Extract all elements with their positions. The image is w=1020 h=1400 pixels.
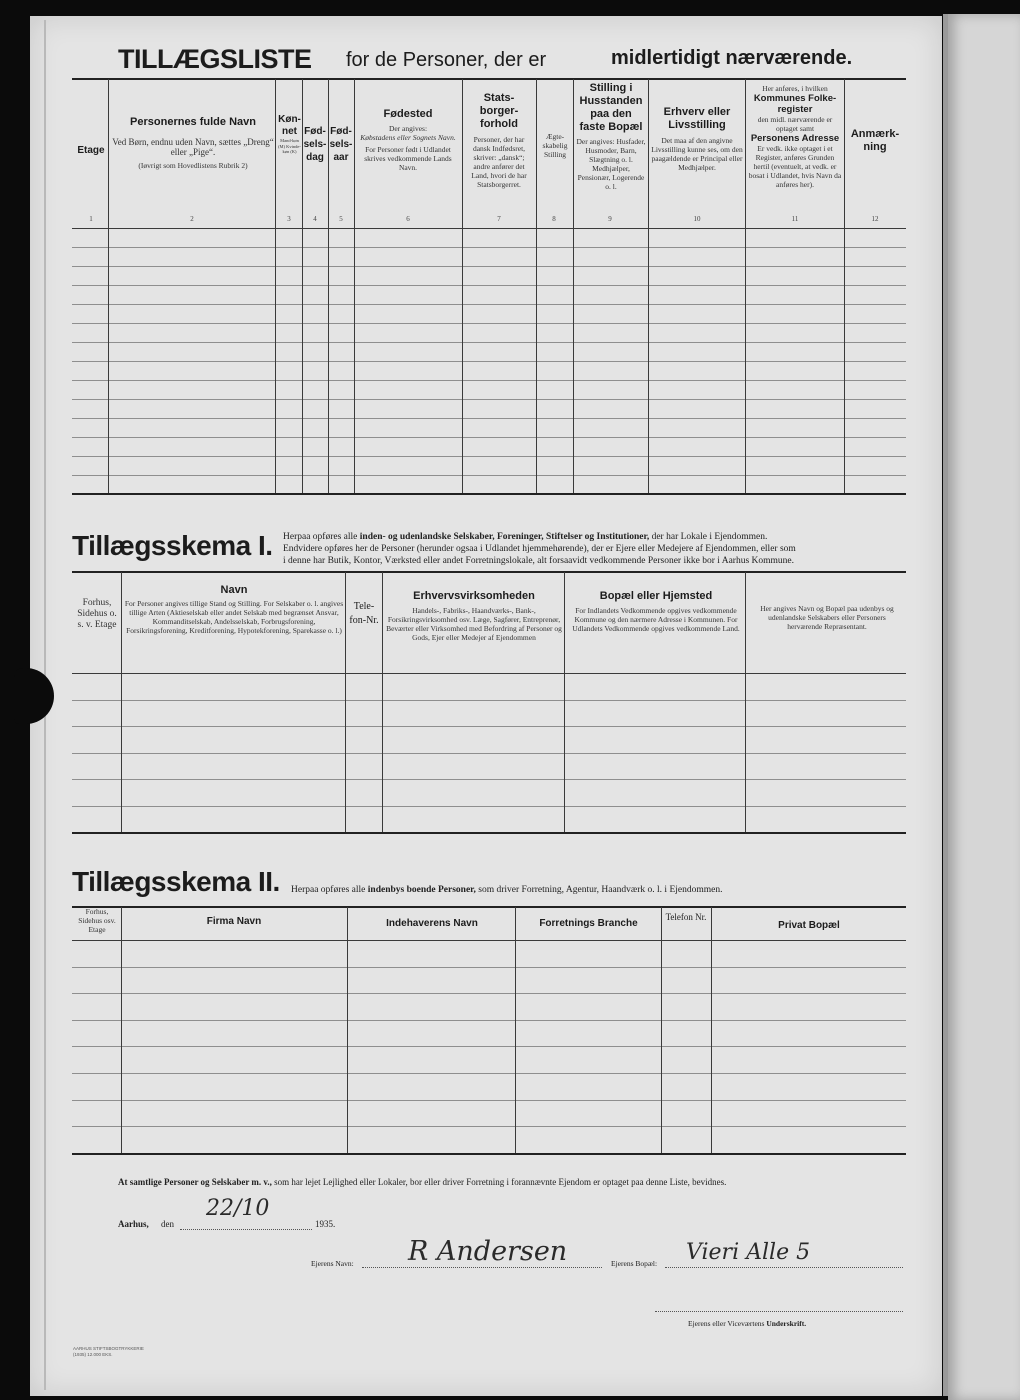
skema2-title: Tillægsskema II. [72,866,280,897]
skema1-bottom-border [72,832,906,834]
main-column-divider [648,79,649,493]
skema2-header-bottom [72,940,906,941]
date-handwritten: 22/10 [206,1196,270,1221]
main-column-divider [536,79,537,493]
skema1-title: Tillægsskema I. [72,530,273,561]
column-number: 11 [791,215,799,223]
skema1-intro: Herpaa opføres alle inden- og udenlandske Selskaber, Foreninger, Stiftelser og Institutioner, der har Lokale i Ejendommen. Endvidere opføres her de Personer (herunder ogsaa i Udlandet hjemmehørende), der er Ejere eller Medejere af Ejendommen, eller som i denne har Butik, Kontor, Værksted eller andet Forretningslokale, alt forsaavidt vedkommende Personer ikke bor i Aarhus Kommune. [283,532,796,566]
col-etage-header: Etage [77,145,105,156]
skema2-row-line [72,1046,906,1047]
skema2-row-line [72,1073,906,1074]
skema1-row-line [72,779,906,780]
s2-col-branch-header: Forretnings Branche [539,918,638,929]
printer-mark-line2: (1935) 12.000 EKS. [73,1352,113,1357]
skema1-column-divider [564,572,565,832]
col-remark-header: Anmærk-ning [850,128,900,153]
col-occupation-header: Erhverv eller Livsstilling Det maa af den angivne Livsstilling kunne ses, om den paagældende er Principal eller Medhjælper. [651,106,743,172]
main-table-row-line [72,361,906,362]
owner-name-handwritten: R Andersen [408,1236,568,1267]
place-label: Aarhus, [118,1219,149,1229]
main-table-row-line [72,380,906,381]
skema1-column-divider [345,572,346,832]
col-birthplace-header: Fødested Der angives: Købstadens eller Sognets Navn. For Personer født i Udlandet skrives vedkommende Lands Navn. [360,108,456,172]
s2-col-etage-header: Forhus, Sidehus osv. Etage [78,907,116,934]
skema1-row-line [72,726,906,727]
col-name-header: Personernes fulde Navn Ved Børn, endnu uden Navn, sættes „Dreng“ eller „Pige“. (Iøvrigt som Hovedlistens Rubrik 2) [112,116,274,170]
adjacent-page [948,14,1020,1400]
main-table-row-line [72,323,906,324]
s2-col-firm-header: Firma Navn [206,916,262,927]
skema1-header-bottom [72,673,906,674]
attestation-statement: At samtlige Personer og Selskaber m. v., som har lejet Lejlighed eller Lokaler, bor eller driver Forretning i forannævnte Ejendom er optaget paa denne Liste, bevidnes. [118,1177,727,1187]
column-number: 9 [608,215,612,223]
main-table-row-line [72,266,906,267]
owner-address-label: Ejerens Bopæl: [611,1259,658,1268]
column-number: 1 [89,215,93,223]
date-line [180,1229,312,1230]
skema2-top-border [72,906,906,908]
printer-mark-line1: AARHUS STIFTSBOGTRYKKERIE [73,1346,144,1351]
main-table-row-line [72,285,906,286]
main-table-row-line [72,304,906,305]
main-table-row-line [72,456,906,457]
column-number: 6 [406,215,410,223]
main-column-divider [462,79,463,493]
s1-col-representative-header: Her angives Navn og Bopæl paa udenbys og udenlandske Selskabers eller Personers herværende Repræsentant. [760,604,894,631]
skema2-column-divider [711,907,712,1153]
main-table-row-line [72,437,906,438]
skema1-row-line [72,700,906,701]
main-column-divider [573,79,574,493]
skema1-row-line [72,806,906,807]
skema2-row-line [72,1100,906,1101]
skema2-column-divider [661,907,662,1153]
s2-col-phone-header: Telefon Nr. [665,912,707,922]
s1-col-business-header: Erhvervsvirksomheden Handels-, Fabriks-, Haandværks-, Bank-, Forsikringsvirksomhed osv. Læge, Sagfører, Entreprenør, Beværter eller Virksomhed med Befordring af Personer og Gods, Ejer eller Medejer af Ejendommen [386,590,562,642]
skema1-top-border [72,571,906,573]
s2-col-owner-header: Indehaverens Navn [386,918,478,929]
owner-address-handwritten: Vieri Alle 5 [686,1240,811,1265]
s1-col-residence-header: Bopæl eller Hjemsted For Indlandets Vedkommende opgives vedkommende Kommune og den nærmere Adresse i Kommunen. For Udlandets Vedkommende opgives vedkommende Land. [572,590,740,633]
census-form-page [30,16,942,1396]
skema2-column-divider [121,907,122,1153]
skema1-column-divider [382,572,383,832]
col-birthyear-header: Fød-sels-aar [329,126,353,163]
main-table-top-border [72,78,906,80]
column-number: 3 [287,215,291,223]
main-column-divider [275,79,276,493]
skema2-row-line [72,967,906,968]
owner-name-label: Ejerens Navn: [311,1259,354,1268]
s1-col-phone-header: Tele-fon-Nr. [349,601,379,626]
main-column-divider [844,79,845,493]
skema2-intro: Herpaa opføres alle indenbys boende Personer, som driver Forretning, Agentur, Haandværk o. l. i Ejendommen. [291,885,723,895]
column-number: 4 [313,215,317,223]
skema2-column-divider [347,907,348,1153]
col-household-header: Stilling i Husstanden paa den faste Bopæl Der angives: Husfader, Husmoder, Barn, Slægtning o. l. Medhjælper, Pensionær, Logerende o. l. [576,82,646,191]
year-label: 1935. [315,1219,336,1229]
main-table-row-line [72,475,906,476]
skema2-bottom-border [72,1153,906,1155]
column-number: 7 [497,215,501,223]
col-sex-header: Køn-net Mand-køn (M) Kvinde-køn (K) [278,114,301,154]
s2-col-private-header: Privat Bopæl [778,920,840,931]
s1-col-etage-header: Forhus, Sidehus o. s. v. Etage [77,598,117,630]
col-register-header: Her anføres, i hvilken Kommunes Folke-register den midl. nærværende er optaget samt Personens Adresse Er vedk. ikke optaget i et Register, anføres Grunden hertil (eventuelt, at vedk. er bosat i Udlandet, hvis Navn da anføres her). [748,84,842,189]
form-title: TILLÆGSLISTE [118,44,312,74]
column-number: 12 [871,215,879,223]
main-table-row-line [72,247,906,248]
col-birthday-header: Fød-sels-dag [303,126,327,163]
main-table-row-line [72,399,906,400]
skema1-row-line [72,753,906,754]
skema2-column-divider [515,907,516,1153]
column-number: 5 [339,215,343,223]
main-table-bottom-border [72,493,906,495]
s1-col-name-header: Navn For Personer angives tillige Stand og Stilling. For Selskaber o. l. angives tillige Arten (Aktieselskab eller andet Selskab med begrænset Ansvar, Kommanditselskab, Andelsselskab, Forbrugsforening, Forsikringsforening, Kreditforening, Hypotekforening, Sparekasse o. l.) [124,584,344,635]
col-citizenship-header: Stats-borger-forhold Personer, der har dansk Indfødsret, skriver: „dansk“; andre anfører det Land, hvori de har Statsborgerret. [471,92,527,189]
skema2-row-line [72,1020,906,1021]
signature-label: Ejerens eller Viceværtens Underskrift. [688,1319,807,1328]
skema2-row-line [72,993,906,994]
skema1-column-divider [121,572,122,832]
main-table-header-bottom [72,228,906,229]
main-column-divider [108,79,109,493]
form-title-bold: midlertidigt nærværende. [611,47,853,69]
main-column-divider [354,79,355,493]
owner-address-line [665,1267,903,1268]
owner-name-line [362,1267,602,1268]
form-title-rest: for de Personer, der er [346,49,547,71]
den-label: den [161,1219,174,1229]
signature-line [655,1311,903,1312]
column-number: 10 [693,215,701,223]
column-number: 2 [190,215,194,223]
main-column-divider [745,79,746,493]
col-marital-header: Ægte-skabelig Stilling [542,132,568,159]
main-table-row-line [72,342,906,343]
column-number: 8 [552,215,556,223]
main-table-row-line [72,418,906,419]
skema2-row-line [72,1126,906,1127]
skema1-column-divider [745,572,746,832]
